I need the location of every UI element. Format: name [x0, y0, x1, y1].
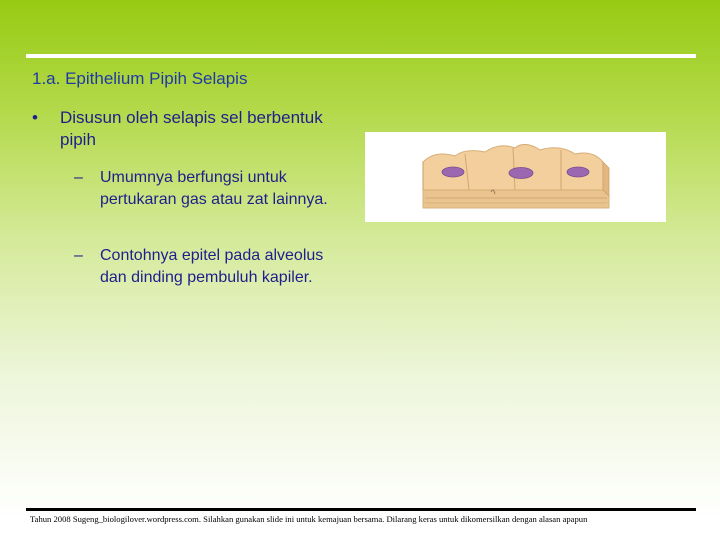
dash-mark: –	[74, 169, 83, 186]
top-divider	[26, 54, 696, 58]
dash-mark: –	[74, 247, 83, 264]
squamous-epithelium-illustration-icon	[365, 132, 666, 222]
bullet-text: Disusun oleh selapis sel berbentuk pipih	[60, 108, 323, 149]
sub-bullet-item	[74, 167, 334, 210]
bullet-mark: •	[32, 108, 38, 127]
epithelium-figure	[365, 132, 666, 222]
sub-bullet-text: Contohnya epitel pada alveolus dan dinding pembuluh kapiler.	[100, 247, 324, 286]
slide-title: 1.a. Epithelium Pipih Selapis	[32, 69, 248, 88]
sub-bullet-item	[74, 245, 334, 288]
bullet-item	[32, 107, 332, 151]
footer-copyright: Tahun 2008 Sugeng_biologilover.wordpress.com. Silahkan gunakan slide ini untuk kemajuan bersama. Dilarang keras untuk dikomersilkan dengan alasan apapun	[30, 514, 588, 524]
sub-bullet-text: Umumnya berfungsi untuk pertukaran gas atau zat lainnya.	[100, 169, 328, 208]
bottom-divider	[26, 508, 696, 511]
